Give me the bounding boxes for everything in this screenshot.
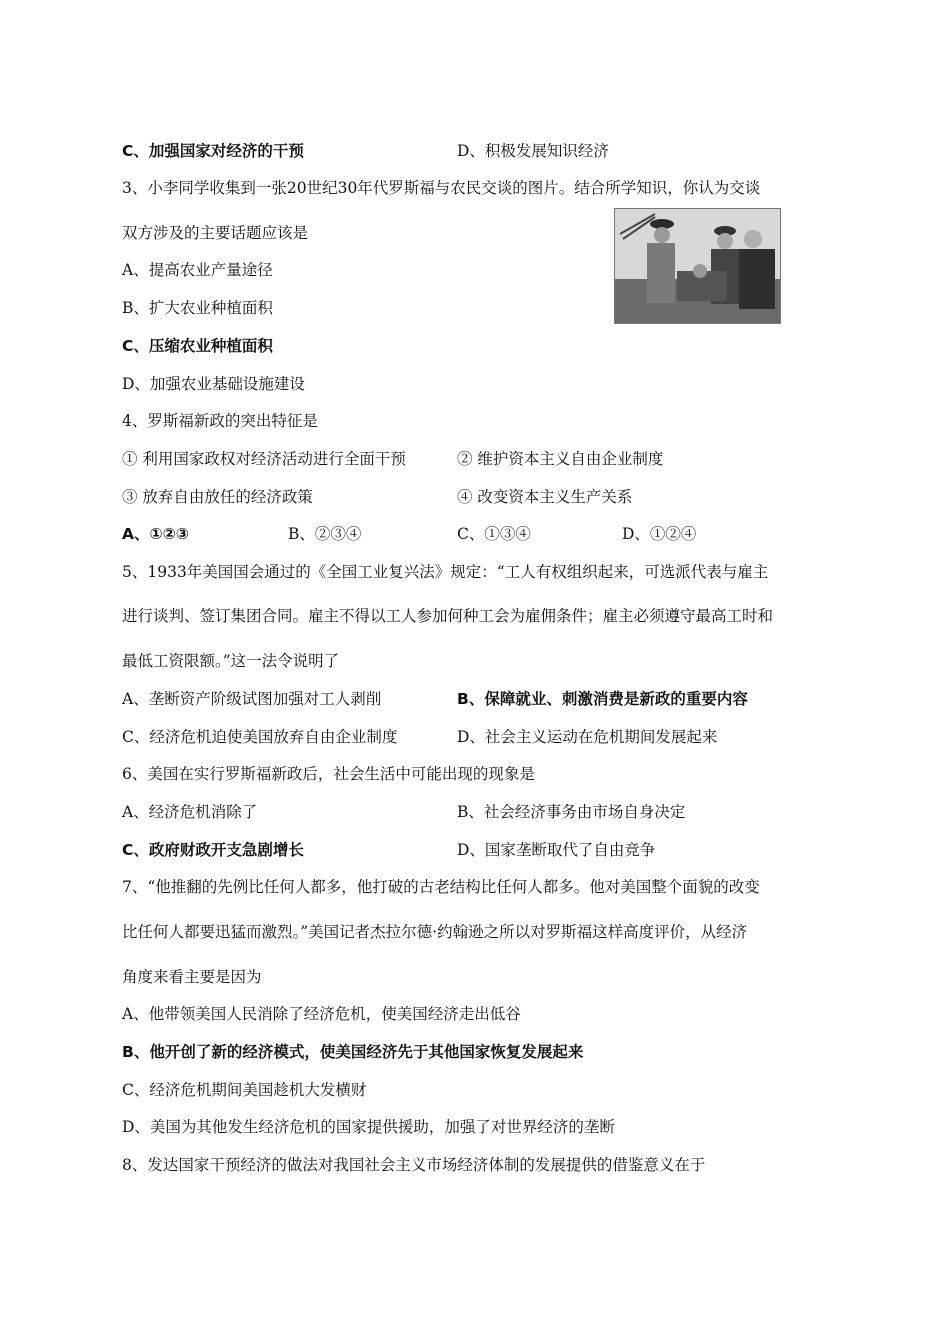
q5-option-a: A、垄断资产阶级试图加强对工人剥削 [122,690,382,708]
q6-option-c: C、政府财政开支急剧增长 [122,841,304,859]
q7-stem-line-3: 角度来看主要是因为 [122,968,262,986]
q7-stem-line-1: 7、“他推翻的先例比任何人都多，他打破的古老结构比任何人都多。他对美国整个面貌的改变 [122,878,760,896]
q3-stem-line-2: 双方涉及的主要话题应该是 [122,224,309,242]
q3-option-d: D、加强农业基础设施建设 [122,375,305,393]
q3-option-c: C、压缩农业种植面积 [122,337,273,355]
q5-option-c: C、经济危机迫使美国放弃自由企业制度 [122,728,398,746]
q3-option-b: B、扩大农业种植面积 [122,299,273,317]
q2-option-d: D、积极发展知识经济 [457,142,609,160]
q4-option-d: D、①②④ [622,525,697,543]
q8-stem: 8、发达国家干预经济的做法对我国社会主义市场经济体制的发展提供的借鉴意义在于 [122,1156,706,1174]
q5-stem-line-1: 5、1933年美国国会通过的《全国工业复兴法》规定：“工人有权组织起来，可选派代表与雇主 [122,563,769,581]
q4-item-2: ② 维护资本主义自由企业制度 [457,450,664,468]
q2-option-c: C、加强国家对经济的干预 [122,142,304,160]
q4-item-3: ③ 放弃自由放任的经济政策 [122,488,313,506]
q7-option-b: B、他开创了新的经济模式，使美国经济先于其他国家恢复发展起来 [122,1043,584,1061]
q5-option-b: B、保障就业、刺激消费是新政的重要内容 [457,690,748,708]
q4-stem: 4、罗斯福新政的突出特征是 [122,412,318,430]
q6-option-a: A、经济危机消除了 [122,803,258,821]
q5-stem-line-2: 进行谈判、签订集团合同。雇主不得以工人参加何种工会为雇佣条件；雇主必须遵守最高工时和 [122,607,774,625]
q5-option-d: D、社会主义运动在危机期间发展起来 [457,728,718,746]
q7-option-c: C、经济危机期间美国趁机大发横财 [122,1081,367,1099]
q5-stem-line-3: 最低工资限额。”这一法令说明了 [122,652,340,670]
q4-option-c: C、①③④ [457,525,531,543]
q4-option-b: B、②③④ [288,525,362,543]
q7-stem-line-2: 比任何人都要迅猛而激烈。”美国记者杰拉尔德·约翰逊之所以对罗斯福这样高度评价，从经济 [122,923,748,941]
q4-item-4: ④ 改变资本主义生产关系 [457,488,633,506]
q4-option-a: A、①②③ [122,525,189,543]
q7-option-d: D、美国为其他发生经济危机的国家提供援助，加强了对世界经济的垄断 [122,1118,615,1136]
q6-stem: 6、美国在实行罗斯福新政后，社会生活中可能出现的现象是 [122,765,535,783]
q7-option-a: A、他带领美国人民消除了经济危机，使美国经济走出低谷 [122,1005,521,1023]
q4-item-1: ① 利用国家政权对经济活动进行全面干预 [122,450,406,468]
q3-stem-line-1: 3、小李同学收集到一张20世纪30年代罗斯福与农民交谈的图片。结合所学知识，你认为交谈 [122,179,761,197]
roosevelt-farmers-photo [614,208,781,324]
q3-option-a: A、提高农业产量途径 [122,261,273,279]
q6-option-b: B、社会经济事务由市场自身决定 [457,803,686,821]
q6-option-d: D、国家垄断取代了自由竞争 [457,841,656,859]
